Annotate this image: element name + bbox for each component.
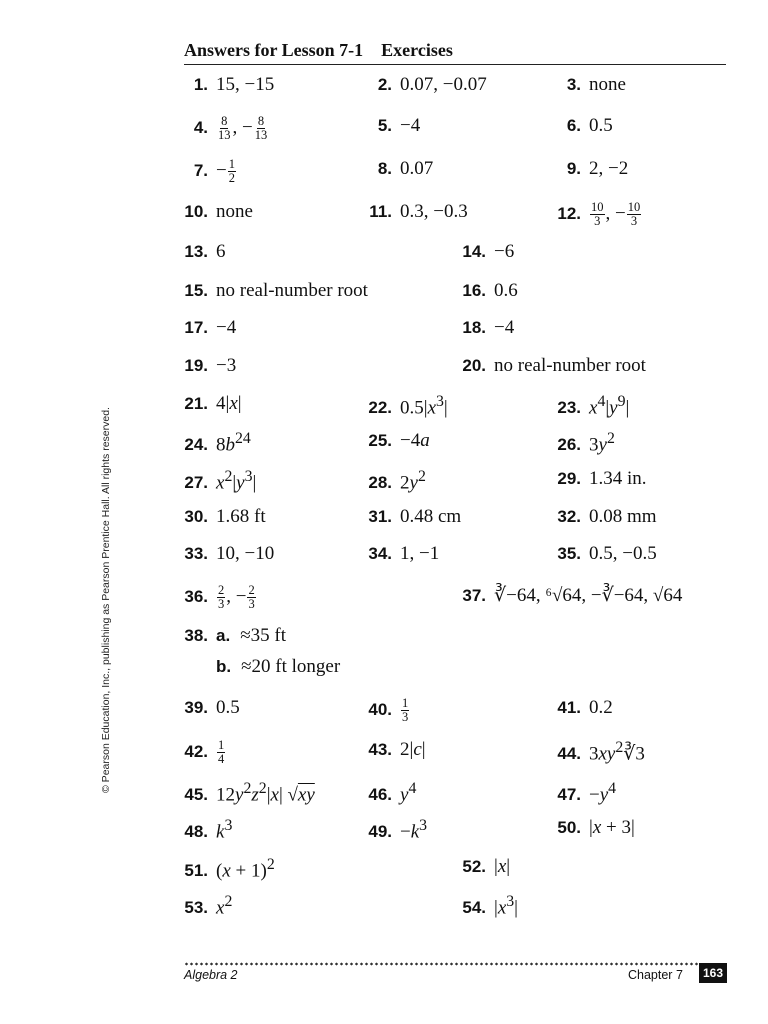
answer-33: 33. 10, −10 [184,543,275,564]
fraction: $\frac{1}{3}$ [402,696,409,725]
answer-row [0,697,768,727]
answer-8: 8. 0.07 [377,158,434,179]
answer-17: 17. −4 [184,317,237,338]
answer-row [0,656,768,686]
answer-51: 51. $(x + 1)^2$ [184,856,275,882]
answer-row [0,506,768,536]
answer-row [0,430,768,460]
answer-12: 12. $\frac{10}{3}$ , − $\frac{10}{3}$ [557,200,641,229]
fraction: $\frac{2}{3}$ [218,583,225,612]
answer-18: 18. −4 [462,317,515,338]
answer-54: 54. $|x^3|$ [462,893,518,919]
answer-41: 41. 0.2 [557,697,613,718]
answer-39: 39. 0.5 [184,697,240,718]
fraction: $\frac{1}{2}$ [228,157,235,186]
answer-row [0,74,768,104]
answer-7: 7. − $\frac{1}{2}$ [193,157,235,186]
answer-11: 11. 0.3, −0.3 [369,201,468,222]
page-number: 163 [699,963,727,983]
answer-38: 38. a. ≈35 ft [184,625,286,646]
answer-13: 13. 6 [184,241,226,262]
answer-5: 5. −4 [377,115,421,136]
answer-row [0,625,768,655]
answer-row [0,393,768,423]
answer-6: 6. 0.5 [566,115,613,136]
answer-43: 43. 2|c| [368,739,426,760]
answer-row [0,780,768,810]
answer-25: 25. −4a [368,430,430,451]
answer-row [0,856,768,886]
answer-23: 23. $x^4|y^9|$ [557,393,630,419]
answer-3: 3. none [566,74,626,95]
answer-24: 24. $8b^{24}$ [184,430,251,456]
answer-9: 9. 2, −2 [566,158,629,179]
answer-20: 20. no real-number root [462,355,646,376]
fraction: $\frac{2}{3}$ [248,583,255,612]
answer-16: 16. 0.6 [462,280,518,301]
fraction: $\frac{8}{13}$ [254,114,268,143]
answer-14: 14. −6 [462,241,515,262]
copyright-sidebar: © Pearson Education, Inc., publishing as Pearson Prentice Hall. All rights reserved. [100,407,112,793]
answer-row [0,355,768,385]
fraction: $\frac{10}{3}$ [591,200,604,229]
footer-dotted-rule [184,962,698,966]
answer-45: 45. $12y^2z^2|x|$ √xy [184,780,315,806]
answer-4: 4. $\frac{8}{13}$ , − $\frac{8}{13}$ [193,114,268,143]
header-subtitle: Exercises [381,40,453,60]
answer-row [0,115,768,145]
fraction: $\frac{1}{4}$ [218,738,225,767]
answer-47: 47. $-y^4$ [557,780,617,806]
answer-row [0,317,768,347]
answer-52: 52. |x| [462,856,511,877]
answer-35: 35. 0.5, −0.5 [557,543,657,564]
footer-chapter: Chapter 7 [628,968,683,982]
answer-36: 36. $\frac{2}{3}$ , − $\frac{2}{3}$ [184,583,255,612]
answer-48: 48. $k^3$ [184,817,233,843]
answer-row [0,158,768,188]
answer-15: 15. no real-number root [184,280,368,301]
answer-50: 50. |x + 3| [557,817,635,838]
answer-34: 34. 1, −1 [368,543,440,564]
answer-31: 31. 0.48 cm [368,506,462,527]
answer-row [0,280,768,310]
answer-42: 42. $\frac{1}{4}$ [184,738,225,767]
answer-29: 29. 1.34 in. [557,468,647,489]
answer-2: 2. 0.07, −0.07 [377,74,487,95]
answer-28: 28. $2y^2$ [368,468,426,494]
answer-10: 10. none [184,201,253,222]
fraction: $\frac{8}{13}$ [218,114,231,143]
answer-22: 22. $0.5|x^3|$ [368,393,448,419]
fraction: $\frac{10}{3}$ [627,200,641,229]
answer-53: 53. $x^2$ [184,893,233,919]
answer-37: 37. ∛−64, ⁶√64, −∛−64, √64 [462,585,683,606]
answer-row [0,201,768,231]
footer-book-title: Algebra 2 [184,968,238,982]
answer-row [0,468,768,498]
answer-21: 21. 4|x| [184,393,242,414]
answer-row [0,584,768,614]
answer-26: 26. $3y^2$ [557,430,615,456]
answer-row [0,817,768,847]
answer-46: 46. $y^4$ [368,780,417,806]
answer-27: 27. $x^2|y^3|$ [184,468,257,494]
header-title: Answers for Lesson 7-1 [184,40,364,60]
page-header [184,40,726,65]
answer-row [0,543,768,573]
answer-44: 44. $3xy^2∛3$ [557,739,645,765]
answer-row [0,241,768,271]
answer-19: 19. −3 [184,355,237,376]
answer-1: 1. 15, −15 [193,74,275,95]
answer-30: 30. 1.68 ft [184,506,266,527]
answer-40: 40. $\frac{1}{3}$ [368,696,409,725]
answer-49: 49. $-k^3$ [368,817,428,843]
answer-38b: b. ≈20 ft longer [216,656,341,677]
answer-row [0,893,768,923]
answer-row [0,739,768,769]
answer-32: 32. 0.08 mm [557,506,657,527]
